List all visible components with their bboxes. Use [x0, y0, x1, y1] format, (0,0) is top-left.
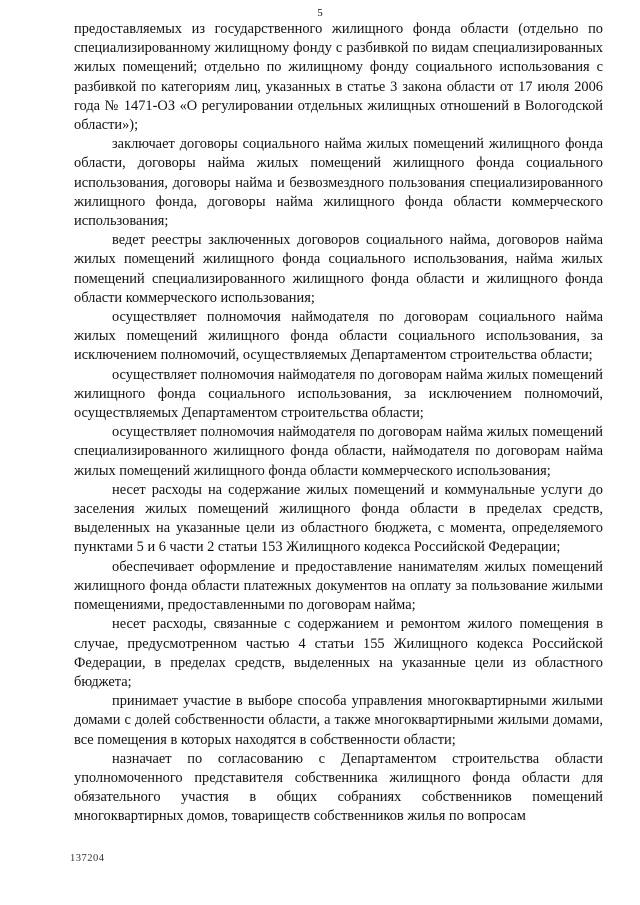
- paragraph: принимает участие в выборе способа управления многоквартирными жилыми домами с долей собственности области, а также многоквартирными жилыми домами, все помещения в которых находятся в собственности области;: [74, 693, 603, 748]
- paragraph: несет расходы на содержание жилых помещений и коммунальные услуги до заселения жилых помещений жилищного фонда области в пределах средств, выделенных на указанные цели из областного бюджета, с момента, определяемого пунктами 5 и 6 части 2 статьи 153 Жилищного кодекса Российской Федерации;: [74, 481, 603, 556]
- paragraph: осуществляет полномочия наймодателя по договорам социального найма жилых помещений жилищного фонда области социального использования, за исключением полномочий, осуществляемых Департаментом строительства области;: [74, 309, 603, 364]
- paragraph: предоставляемых из государственного жилищного фонда области (отдельно по специализированному жилищному фонду с разбивкой по видам специализированных жилых помещений; отдельно по жилищному фонду социального использования с разбивкой по категориям лиц, указанных в статье 3 закона области от 17 июля 2006 года № 1471-ОЗ «О регулировании отдельных жилищных отношений в Вологодской области»);: [74, 21, 603, 134]
- paragraph: назначает по согласованию с Департаментом строительства области уполномоченного представителя собственника жилищного фонда области для обязательного участия в общих собраниях собственников помещений многоквартирных домов, товариществ собственников жилья по вопросам: [74, 750, 603, 825]
- paragraph: осуществляет полномочия наймодателя по договорам найма жилых помещений жилищного фонда социального использования, за исключением полномочий, осуществляемых Департаментом строительства области;: [74, 366, 603, 422]
- document-code: 137204: [70, 853, 105, 864]
- paragraph: осуществляет полномочия наймодателя по договорам найма жилых помещений специализированного жилищного фонда области, наймодателя по договорам найма жилых помещений жилищного фонда области коммерческого использования;: [74, 424, 603, 479]
- paragraph: обеспечивает оформление и предоставление нанимателям жилых помещений жилищного фонда области платежных документов на оплату за пользование жилыми помещениями, предоставленными по договорам найма;: [74, 558, 603, 614]
- paragraph: несет расходы, связанные с содержанием и ремонтом жилого помещения в случае, предусмотренном частью 4 статьи 155 Жилищного кодекса Российской Федерации, в пределах средств, выделенных на указанные цели из областного бюджета;: [74, 616, 603, 690]
- page-number: 5: [317, 7, 323, 19]
- paragraph: ведет реестры заключенных договоров социального найма, договоров найма жилых помещений жилищного фонда социального использования, найма жилых помещений специализированного жилищного фонда области и жилищного фонда области коммерческого использования;: [74, 232, 603, 306]
- paragraph: заключает договоры социального найма жилых помещений жилищного фонда области, договоры найма жилых помещений жилищного фонда социального использования, договоры найма и безвозмездного пользования специализированного жилищного фонда, договоры найма жилищного фонда области коммерческого использования;: [74, 136, 603, 230]
- document-body: [74, 20, 603, 827]
